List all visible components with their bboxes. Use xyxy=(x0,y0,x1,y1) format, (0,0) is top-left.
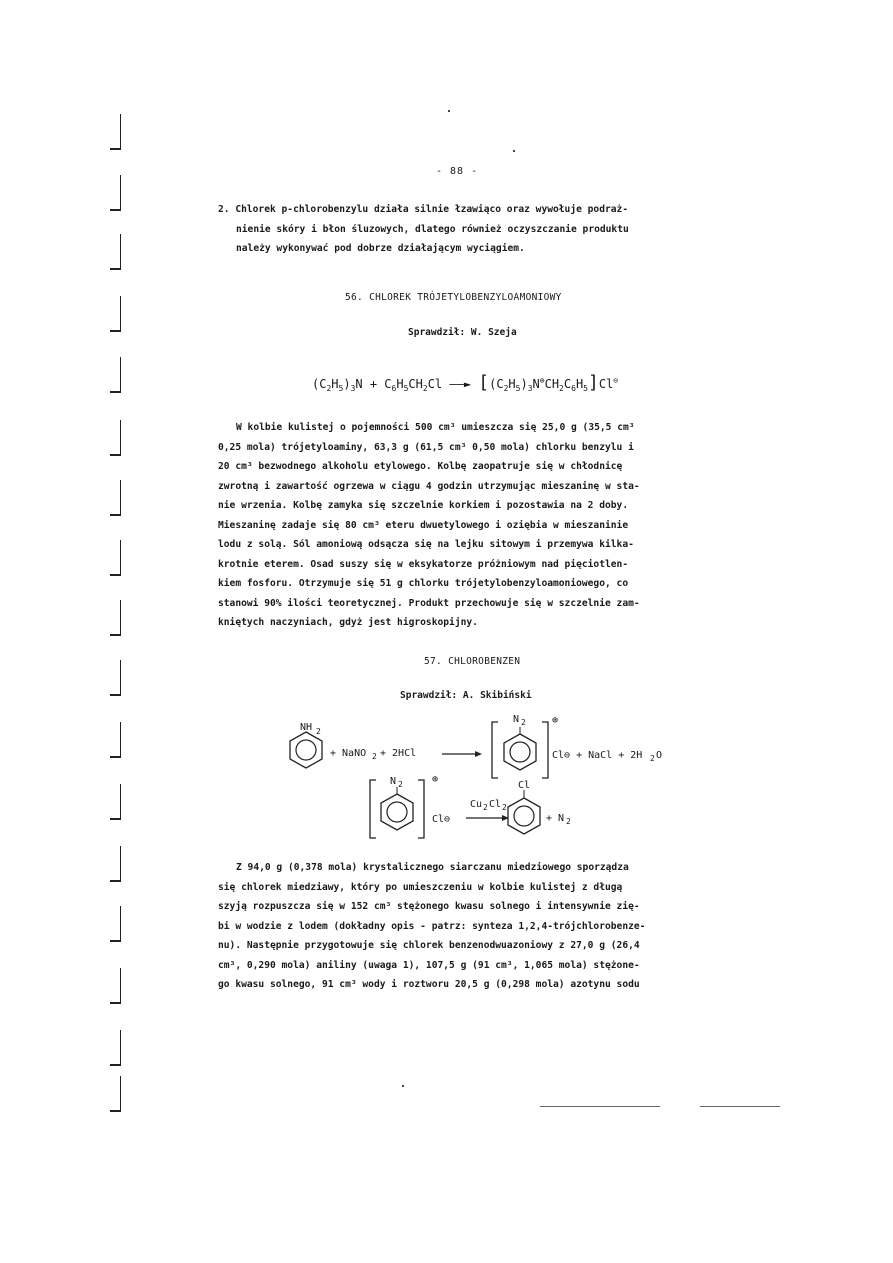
svg-text:2: 2 xyxy=(483,803,488,812)
scan-speck xyxy=(448,110,450,112)
footer-rule xyxy=(540,1106,660,1107)
text-line: kniętych naczyniach, gdyż jest higroskopijny. xyxy=(218,617,478,628)
text-line: go kwasu solnego, 91 cm³ wody i roztworu 20,5 g (0,298 mola) azotynu sodu xyxy=(218,979,640,990)
note-2 xyxy=(218,200,758,259)
binder-mark xyxy=(110,1076,121,1112)
binder-mark xyxy=(110,660,121,696)
reaction-scheme xyxy=(270,710,710,850)
binder-mark xyxy=(110,234,121,270)
text-line: zwrotną i zawartość ogrzewa w ciągu 4 godzin utrzymując mieszaninę w sta- xyxy=(218,480,640,492)
text-line: 0,25 mola) trójetyloaminy, 63,3 g (61,5 cm³ 0,50 mola) chlorku benzylu i xyxy=(218,441,634,453)
svg-text:Cl: Cl xyxy=(518,780,531,791)
svg-text:2: 2 xyxy=(372,752,377,761)
text-line: Z 94,0 g (0,378 mola) krystalicznego siarczanu miedziowego sporządza xyxy=(236,862,629,873)
text-line: nie wrzenia. Kolbę zamyka się szczelnie korkiem i pozostawia na 2 doby. xyxy=(218,500,629,511)
binder-mark xyxy=(110,480,121,516)
text-line: lodu z solą. Sól amoniową odsącza się na lejku sitowym i przemywa kilka- xyxy=(218,539,634,550)
section-57-body xyxy=(218,858,758,995)
scan-speck xyxy=(402,1085,404,1087)
binder-mark xyxy=(110,296,121,332)
text-line: szyją rozpuszcza się w 152 cm³ stężonego kwasu solnego i intensywnie zię- xyxy=(218,901,640,912)
text-line: W kolbie kulistej o pojemności 500 cm³ umieszcza się 25,0 g (35,5 cm³ xyxy=(236,422,635,433)
svg-text:Cl: Cl xyxy=(489,799,502,810)
binder-mark xyxy=(110,846,121,882)
svg-text:+ N: + N xyxy=(546,813,565,824)
text-line: cm³, 0,290 mola) aniliny (uwaga 1), 107,5 g (91 cm³, 1,065 mola) stężone- xyxy=(218,959,640,971)
footer-rule xyxy=(700,1106,780,1107)
binder-mark xyxy=(110,722,121,758)
section-56-title: 56. CHLOREK TRÓJETYLOBENZYLOAMONIOWY xyxy=(345,292,562,303)
text-line: 2. Chlorek p-chlorobenzylu działa silnie łzawiąco oraz wywołuje podraż- xyxy=(218,204,629,215)
aniline-ring-icon xyxy=(290,732,322,768)
binder-mark xyxy=(110,784,121,820)
svg-text:N: N xyxy=(513,714,520,725)
text-line: należy wykonywać pod dobrze działającym wyciągiem. xyxy=(236,243,525,254)
benzenediazonium-ring-icon xyxy=(504,734,536,770)
svg-text:⊕: ⊕ xyxy=(432,774,439,785)
svg-text:2: 2 xyxy=(316,727,321,736)
binder-mark xyxy=(110,420,121,456)
svg-text:NH: NH xyxy=(300,722,313,733)
scan-speck xyxy=(513,150,515,152)
svg-text:Cl⊖ + NaCl + 2H: Cl⊖ + NaCl + 2H xyxy=(552,750,643,761)
svg-text:+ 2HCl: + 2HCl xyxy=(380,748,417,759)
benzenediazonium-ring-icon xyxy=(381,794,413,830)
section-57-checked-by: Sprawdził: A. Skibiński xyxy=(400,690,532,701)
svg-text:+ NaNO: + NaNO xyxy=(330,748,367,759)
binder-mark xyxy=(110,175,121,211)
page-number: - 88 - xyxy=(436,166,479,177)
text-line: nienie skóry i błon śluzowych, dlatego również oczyszczanie produktu xyxy=(236,223,629,235)
text-line: 20 cm³ bezwodnego alkoholu etylowego. Kolbę zaopatruje się w chłodnicę xyxy=(218,461,623,472)
svg-text:2: 2 xyxy=(502,803,507,812)
svg-text:2: 2 xyxy=(566,817,571,826)
section-57-title: 57. CHLOROBENZEN xyxy=(424,656,521,667)
text-line: się chlorek miedziawy, który po umieszczeniu w kolbie kulistej z długą xyxy=(218,881,623,893)
section-56-body xyxy=(218,418,758,633)
text-line: krotnie eterem. Osad suszy się w eksykatorze próżniowym nad pięciotlen- xyxy=(218,558,629,570)
svg-text:O: O xyxy=(656,750,663,761)
svg-text:2: 2 xyxy=(650,754,655,763)
binder-mark xyxy=(110,357,121,393)
text-line: stanowi 90% ilości teoretycznej. Produkt przechowuje się w szczelnie zam- xyxy=(218,597,640,609)
text-line: bi w wodzie z lodem (dokładny opis - patrz: synteza 1,2,4-trójchlorobenze- xyxy=(218,920,646,932)
text-line: kiem fosforu. Otrzymuje się 51 g chlorku trójetylobenzyloamoniowego, co xyxy=(218,578,629,589)
svg-text:Cl⊖: Cl⊖ xyxy=(432,814,451,825)
svg-text:⊕: ⊕ xyxy=(552,715,559,726)
svg-text:2: 2 xyxy=(398,780,403,789)
binder-mark xyxy=(110,1030,121,1066)
svg-text:N: N xyxy=(390,776,397,787)
chlorobenzene-ring-icon xyxy=(508,798,540,834)
binder-mark xyxy=(110,600,121,636)
binder-mark xyxy=(110,540,121,576)
svg-text:Cu: Cu xyxy=(470,799,483,810)
text-line: Mieszaninę zadaje się 80 cm³ eteru dwuetylowego i oziębia w mieszaninie xyxy=(218,519,629,531)
section-56-equation: $(C_2H_5)_3N + C_6H_5CH_2Cl$ ——► $[(C_2H_5)_3N^\oplus CH_2C_6H_5]Cl^⊖$ xyxy=(312,372,619,393)
binder-mark xyxy=(110,906,121,942)
svg-text:2: 2 xyxy=(521,718,526,727)
section-56-checked-by: Sprawdził: W. Szeja xyxy=(408,327,517,338)
text-line: nu). Następnie przygotowuje się chlorek benzenodwuazoniowy z 27,0 g (26,4 xyxy=(218,940,640,951)
binder-mark xyxy=(110,114,121,150)
binder-mark xyxy=(110,968,121,1004)
